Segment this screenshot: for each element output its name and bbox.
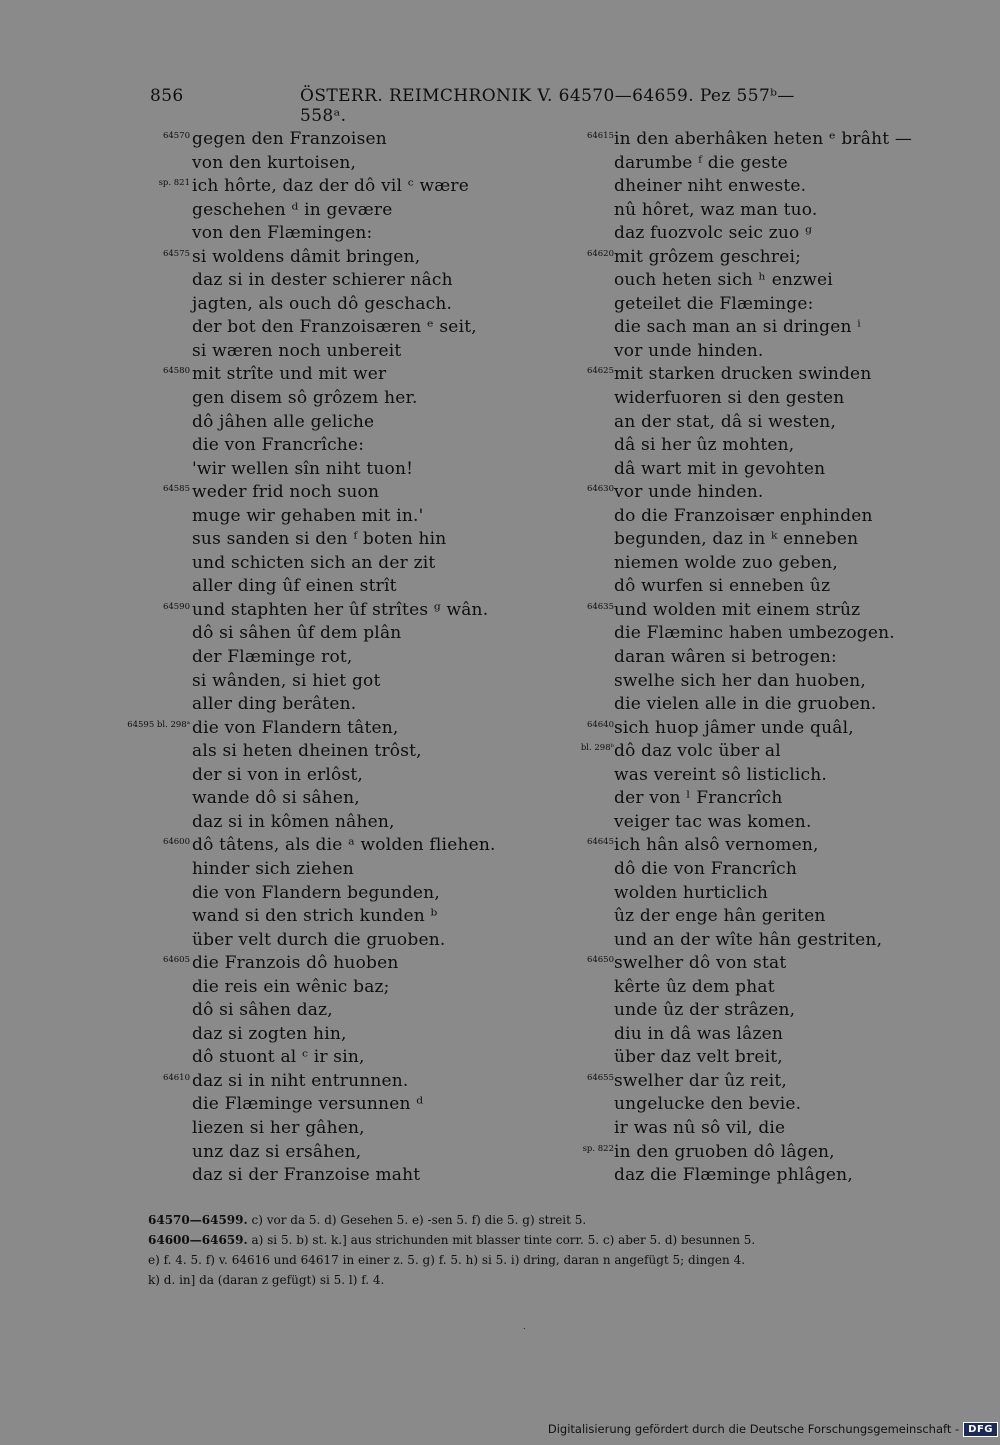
verse-line (150, 599, 540, 623)
footnote-text: e) f. 4. 5. f) v. 64616 und 64617 in einer z. 5. g) f. 5. h) si 5. i) dring, daran n angefügt 5; dingen 4. (148, 1253, 746, 1267)
verse-line (570, 1141, 960, 1165)
verse-text: aller ding berâten. (192, 694, 357, 715)
verse-line (570, 293, 960, 317)
verse-line (570, 528, 960, 552)
verse-line (150, 387, 540, 411)
verse-line (570, 316, 960, 340)
verse-text: sich huop jâmer unde quâl, (614, 717, 854, 738)
dfg-logo-icon: DFG (963, 1422, 998, 1437)
verse-number: 64630 (586, 484, 614, 495)
verse-line (150, 670, 540, 694)
verse-line (570, 575, 960, 599)
verse-line (150, 411, 540, 435)
verse-text: darumbe ᶠ die geste (614, 152, 788, 173)
verse-text: wande dô si sâhen, (192, 788, 360, 809)
verse-line (150, 905, 540, 929)
footnote-line (148, 1270, 978, 1290)
verse-line (570, 199, 960, 223)
verse-line (150, 693, 540, 717)
verse-line (150, 929, 540, 953)
verse-text: die reis ein wênic baz; (192, 976, 390, 997)
verse-number: 64640 (586, 719, 614, 730)
verse-text: und wolden mit einem strûz (614, 599, 861, 620)
verse-text: si wânden, si hiet got (192, 670, 381, 691)
verse-text: ir was nû sô vil, die (614, 1117, 786, 1138)
verse-text: als si heten dheinen trôst, (192, 741, 422, 762)
verse-number: 64590 (162, 601, 190, 612)
verse-line (150, 199, 540, 223)
page-number: 856 (150, 86, 184, 106)
verse-line (570, 670, 960, 694)
verse-text: dô wurfen si enneben ûz (614, 576, 831, 597)
footnote-text: k) d. in] da (daran z gefügt) si 5. l) f. 4. (148, 1273, 385, 1287)
verse-text: mit strîte und mit wer (192, 364, 387, 385)
verse-text: die Franzois dô huoben (192, 953, 399, 974)
verse-line (150, 1023, 540, 1047)
verse-number: 64615 (586, 131, 614, 141)
verse-line (150, 175, 540, 199)
verse-text: daz si in kômen nâhen, (192, 811, 395, 832)
verse-text: muge wir gehaben mit in.' (192, 505, 424, 526)
verse-line (150, 882, 540, 906)
verse-line (570, 764, 960, 788)
verse-text: die Flæminge versunnen ᵈ (192, 1094, 424, 1115)
verse-line (570, 505, 960, 529)
verse-text: do die Franzoisær enphinden (614, 505, 873, 526)
footnote-line (148, 1250, 978, 1270)
verse-text: was vereint sô listiclich. (614, 764, 827, 785)
verse-text: die vielen alle in die gruoben. (614, 694, 877, 715)
verse-line (570, 834, 960, 858)
verse-line (570, 175, 960, 199)
dfg-banner (548, 1419, 998, 1439)
verse-line (150, 764, 540, 788)
verse-line (570, 387, 960, 411)
verse-text: dô si sâhen ûf dem plân (192, 623, 402, 644)
verse-number: 64625 (586, 366, 614, 377)
verse-line (150, 622, 540, 646)
verse-line (150, 646, 540, 670)
verse-text: daz fuozvolc seic zuo ᵍ (614, 223, 813, 244)
verse-text: daz die Flæminge phlâgen, (614, 1165, 853, 1186)
verse-text: si woldens dâmit bringen, (192, 246, 421, 267)
verse-line (150, 293, 540, 317)
verse-line (150, 434, 540, 458)
verse-text: mit grôzem geschrei; (614, 246, 802, 267)
verse-text: geteilet die Flæminge: (614, 293, 814, 314)
verse-line (570, 152, 960, 176)
footnote-range: 64570—64599. (148, 1213, 248, 1227)
verse-text: 'wir wellen sîn niht tuon! (192, 458, 414, 479)
verse-text: dheiner niht enweste. (614, 176, 807, 197)
verse-text: der von ˡ Francrîch (614, 788, 783, 809)
verse-text: ûz der enge hân geriten (614, 906, 826, 927)
verse-line (570, 1046, 960, 1070)
verse-line (150, 740, 540, 764)
verse-line (150, 1117, 540, 1141)
verse-text: an der stat, dâ si westen, (614, 411, 837, 432)
footnote-range: 64600—64659. (148, 1233, 248, 1247)
verse-line (150, 128, 540, 152)
verse-number: sp. 821 (158, 178, 190, 189)
verse-text: wolden hurticlich (614, 882, 769, 903)
verse-text: dô si sâhen daz, (192, 1000, 333, 1021)
page-header (150, 86, 840, 126)
footnote-text: c) vor da 5. d) Gesehen 5. e) -sen 5. f) die 5. g) streit 5. (247, 1213, 587, 1227)
verse-text: liezen si her gâhen, (192, 1117, 365, 1138)
verse-number: 64610 (162, 1072, 190, 1083)
verse-column-left (127, 128, 540, 1188)
verse-line (570, 929, 960, 953)
verse-line (150, 269, 540, 293)
verse-number: 64595 bl. 298ᵃ (127, 719, 190, 730)
verse-number: 64645 (586, 837, 614, 848)
verse-text: begunden, daz in ᵏ enneben (614, 529, 859, 550)
verse-line (150, 552, 540, 576)
verse-line (570, 1093, 960, 1117)
verse-number: 64585 (162, 484, 190, 495)
verse-text: von den Flæmingen: (192, 223, 373, 244)
verse-text: gen disem sô grôzem her. (192, 388, 418, 409)
verse-line (570, 858, 960, 882)
verse-line (570, 717, 960, 741)
verse-text: daz si in dester schierer nâch (192, 270, 453, 291)
verse-text: unz daz si ersâhen, (192, 1141, 362, 1162)
verse-number: 64575 (162, 248, 190, 259)
verse-text: weder frid noch suon (192, 482, 380, 503)
verse-text: in den gruoben dô lâgen, (614, 1141, 835, 1162)
verse-line (570, 1070, 960, 1094)
verse-text: über velt durch die gruoben. (192, 929, 446, 950)
verse-line (570, 411, 960, 435)
verse-text: dâ si her ûz mohten, (614, 435, 795, 456)
verse-number: 64605 (162, 955, 190, 966)
verse-text: jagten, als ouch dô geschach. (192, 293, 453, 314)
verse-text: der si von in erlôst, (192, 764, 364, 785)
verse-text: ich hôrte, daz der dô vil ᶜ wære (192, 176, 469, 197)
verse-line (570, 481, 960, 505)
verse-line (570, 952, 960, 976)
verse-line (570, 999, 960, 1023)
verse-text: wand si den strich kunden ᵇ (192, 906, 438, 927)
running-title: ÖSTERR. REIMCHRONIK V. 64570—64659. Pez 557ᵇ—558ᵃ. (300, 86, 795, 126)
verse-text: vor unde hinden. (614, 482, 764, 503)
verse-line (570, 882, 960, 906)
verse-text: aller ding ûf einen strît (192, 576, 397, 597)
verse-text: von den kurtoisen, (192, 152, 357, 173)
verse-line (150, 787, 540, 811)
verse-text: dô die von Francrîch (614, 858, 798, 879)
verse-line (150, 1141, 540, 1165)
verse-text: widerfuoren si den gesten (614, 388, 845, 409)
footnote-text: a) si 5. b) st. k.] aus strichunden mit blasser tinte corr. 5. c) aber 5. d) besunnen 5. (247, 1233, 756, 1247)
verse-line (570, 622, 960, 646)
verse-text: daz si in niht entrunnen. (192, 1070, 409, 1091)
verse-text: nû hôret, waz man tuo. (614, 199, 818, 220)
verse-line (150, 222, 540, 246)
verse-line (127, 717, 540, 741)
verse-line (570, 340, 960, 364)
verse-line (150, 505, 540, 529)
verse-text: die von Flandern tâten, (192, 717, 399, 738)
verse-text: dô daz volc über al (614, 741, 781, 762)
verse-line (150, 1046, 540, 1070)
verse-line (150, 1164, 540, 1188)
dfg-credit-text: Digitalisierung gefördert durch die Deutsche Forschungsgemeinschaft - (547, 1422, 960, 1436)
verse-line (570, 128, 960, 152)
verse-text: gegen den Franzoisen (192, 129, 387, 149)
verse-line (150, 952, 540, 976)
verse-text: ouch heten sich ʰ enzwei (614, 270, 833, 291)
verse-number: 64620 (586, 248, 614, 259)
verse-line (150, 458, 540, 482)
verse-line (570, 693, 960, 717)
footnote-line (148, 1210, 978, 1230)
verse-text: hinder sich ziehen (192, 858, 354, 879)
verse-text: in den aberhâken heten ᵉ brâht — (614, 129, 913, 149)
verse-line (570, 1117, 960, 1141)
verse-line (570, 599, 960, 623)
verse-text: swelher dô von stat (614, 953, 787, 974)
verse-text: der Flæminge rot, (192, 647, 353, 668)
verse-text: diu in dâ was lâzen (614, 1023, 784, 1044)
verse-line (150, 834, 540, 858)
verse-text: die Flæminc haben umbezogen. (614, 623, 895, 644)
verse-line (150, 528, 540, 552)
verse-text: der bot den Franzoisæren ᵉ seit, (192, 317, 477, 338)
verse-line (570, 976, 960, 1000)
verse-text: ungelucke den bevie. (614, 1094, 802, 1115)
verse-text: kêrte ûz dem phat (614, 976, 775, 997)
verse-line (570, 905, 960, 929)
verse-line (150, 340, 540, 364)
verse-line (150, 152, 540, 176)
verse-text: sus sanden si den ᶠ boten hin (192, 529, 447, 550)
verse-text: ich hân alsô vernomen, (614, 835, 819, 856)
verse-line (150, 246, 540, 270)
verse-line (570, 740, 960, 764)
verse-line (150, 1093, 540, 1117)
verse-line (570, 1023, 960, 1047)
verse-text: die sach man an si dringen ⁱ (614, 317, 861, 338)
verse-line (150, 999, 540, 1023)
verse-line (570, 246, 960, 270)
verse-number: 64570 (162, 131, 190, 141)
verse-text: veiger tac was komen. (614, 811, 812, 832)
verse-text: und staphten her ûf strîtes ᵍ wân. (192, 599, 489, 620)
verse-number: 64580 (162, 366, 190, 377)
verse-line (570, 552, 960, 576)
verse-number: 64650 (586, 955, 614, 966)
verse-number: bl. 298ᵇ (580, 743, 614, 754)
verse-text: swelher dar ûz reit, (614, 1070, 788, 1091)
verse-text: si wæren noch unbereit (192, 340, 402, 361)
verse-line (570, 1164, 960, 1188)
verse-line (570, 811, 960, 835)
verse-text: und schicten sich an der zit (192, 552, 436, 573)
verse-text: und an der wîte hân gestriten, (614, 929, 883, 950)
verse-number: sp. 822 (582, 1143, 614, 1154)
verse-text: unde ûz der strâzen, (614, 1000, 796, 1021)
verse-line (150, 481, 540, 505)
verse-line (570, 787, 960, 811)
verse-line (570, 646, 960, 670)
verse-text: dô stuont al ᶜ ir sin, (192, 1047, 365, 1068)
verse-text: swelhe sich her dan huoben, (614, 670, 866, 691)
verse-line (570, 434, 960, 458)
verse-line (570, 222, 960, 246)
verse-line (150, 858, 540, 882)
verse-number: 64655 (586, 1072, 614, 1083)
verse-text: über daz velt breit, (614, 1047, 783, 1068)
verse-text: die von Flandern begunden, (192, 882, 440, 903)
verse-number: 64635 (586, 601, 614, 612)
verse-text: dâ wart mit in gevohten (614, 458, 826, 479)
verse-line (150, 316, 540, 340)
verse-line (150, 976, 540, 1000)
footnote-line (148, 1230, 978, 1250)
verse-text: daz si zogten hin, (192, 1023, 347, 1044)
page-mark: . (523, 1322, 526, 1331)
verse-text: geschehen ᵈ in gevære (192, 199, 393, 220)
verse-text: niemen wolde zuo geben, (614, 552, 838, 573)
verse-line (150, 1070, 540, 1094)
verse-line (150, 363, 540, 387)
verse-line (150, 811, 540, 835)
footnotes (148, 1210, 978, 1290)
verse-line (570, 363, 960, 387)
verse-line (570, 458, 960, 482)
verse-line (570, 269, 960, 293)
verse-text: vor unde hinden. (614, 340, 764, 361)
verse-line (150, 575, 540, 599)
verse-text: mit starken drucken swinden (614, 364, 872, 385)
verse-text: dô tâtens, als die ᵃ wolden fliehen. (192, 835, 496, 856)
verse-number: 64600 (162, 837, 190, 848)
verse-text: dô jâhen alle geliche (192, 411, 375, 432)
verse-text: die von Francrîche: (192, 435, 365, 456)
verse-text: daz si der Franzoise maht (192, 1165, 421, 1186)
verse-text: daran wâren si betrogen: (614, 647, 837, 668)
verse-column-right (570, 128, 960, 1188)
